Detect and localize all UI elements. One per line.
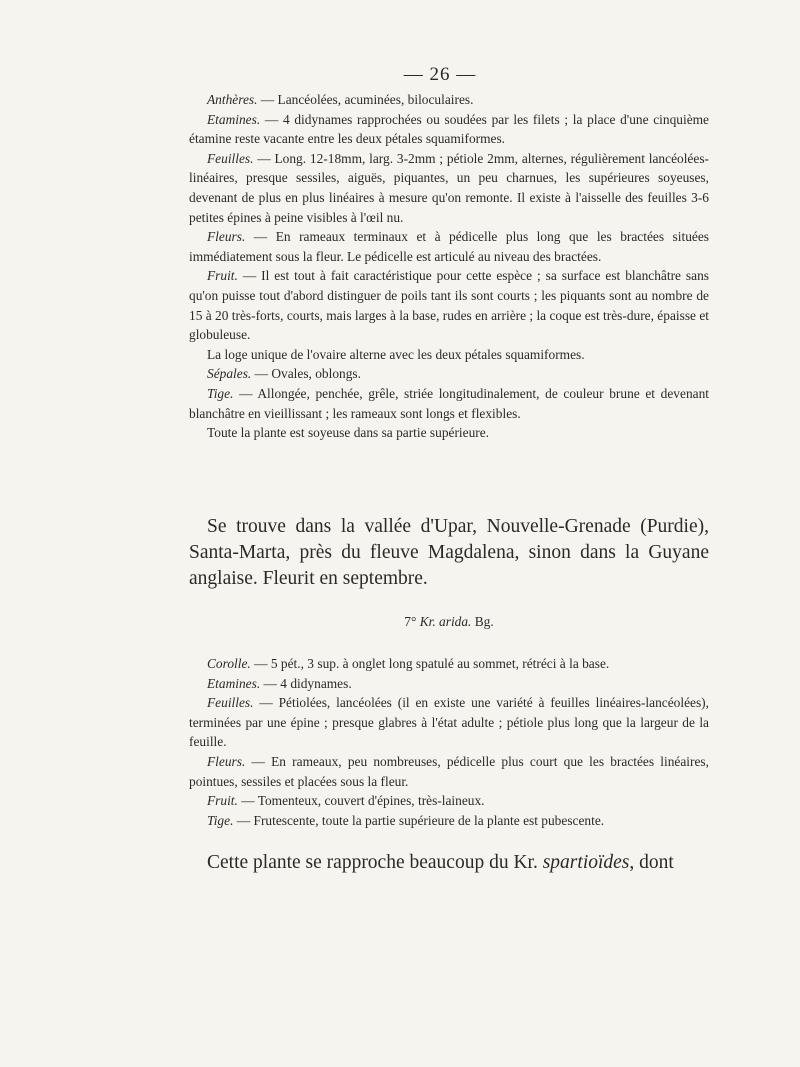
closing-block [189, 850, 709, 876]
label-fruit-2: Fruit. [207, 793, 238, 809]
closing-paragraph [189, 850, 709, 876]
paragraph-fruit-2 [189, 791, 709, 811]
habitat-paragraph: Se trouve dans la vallée d'Upar, Nouvelle-Grenade (Purdie), Santa-Marta, près du fleuve Magdalena, sinon dans la Guyane anglaise. Fleurit en septembre. [189, 516, 709, 589]
text-antheres: — Lancéolées, acuminées, biloculaires. [257, 92, 474, 107]
description-block-2 [189, 654, 709, 830]
paragraph-sepales [189, 364, 709, 384]
species-title [189, 614, 709, 630]
paragraph-loge: La loge unique de l'ovaire alterne avec les deux pétales squamiformes. [207, 346, 585, 362]
paragraph-etamines [189, 110, 709, 149]
closing-text-after: , dont [629, 852, 674, 873]
species-author: Bg. [471, 614, 494, 629]
paragraph-fleurs-2 [189, 752, 709, 791]
label-tige-2: Tige. [207, 812, 234, 828]
label-fruit: Fruit. [207, 268, 238, 284]
text-fleurs-2: — En rameaux, peu nombreuses, pédicelle plus court que les bractées linéaires, pointues, sessiles et placées sous la fleur. [189, 753, 709, 789]
text-sepales: — Ovales, oblongs. [251, 366, 361, 382]
text-etamines-2: — 4 didynames. [260, 675, 352, 691]
habitat-block [189, 514, 709, 592]
paragraph-corolle-2 [189, 654, 709, 674]
text-fruit: — Il est tout à fait caractéristique pour cette espèce ; sa surface est blanchâtre sans qu'on puisse tout d'abord distinguer de poils tant ils sont courts ; les piquants sont au nombre de 15 à 20 très-forts, courts, mais larges à la base, rudes en arrière ; la coque est très-dure, épaisse et globuleuse. [189, 268, 709, 343]
label-etamines: Etamines. [207, 111, 261, 127]
label-sepales: Sépales. [207, 366, 252, 382]
text-tige-2: — Frutescente, toute la partie supérieure de la plante est pubescente. [233, 812, 605, 828]
text-fruit-2: — Tomenteux, couvert d'épines, très-laineux. [237, 793, 485, 809]
paragraph-fruit [189, 266, 709, 344]
page-number: — 26 — [403, 64, 477, 85]
paragraph-tige-2 [189, 811, 709, 831]
label-fleurs-2: Fleurs. [207, 753, 246, 769]
paragraph-fleurs [189, 227, 709, 266]
label-etamines-2: Etamines. [207, 675, 261, 691]
species-name: Kr. arida. [419, 614, 472, 629]
text-tige: — Allongée, penchée, grêle, striée longitudinalement, de couleur brune et devenant blanchâtre en vieillissant ; les rameaux sont longs et flexibles. [189, 385, 709, 421]
species-heading [189, 614, 709, 630]
label-feuilles: Feuilles. [207, 150, 254, 166]
species-number: 7° [404, 614, 417, 629]
paragraph-tige [189, 384, 709, 423]
label-antheres: Anthères. [207, 92, 258, 107]
paragraph-feuilles-2 [189, 693, 709, 752]
text-feuilles-2: — Pétiolées, lancéolées (il en existe une variété à feuilles linéaires-lancéolées), terminées par une épine ; presque glabres à l'état adulte ; pétiole plus long que la largeur de la feuille. [189, 695, 709, 750]
text-feuilles: — Long. 12-18mm, larg. 3-2mm ; pétiole 2mm, alternes, régulièrement lancéolées-linéaires, presque sessiles, aiguës, piquantes, un peu charnues, les supérieures soyeuses, devenant de plus en plus linéaires à mesure qu'on remonte. Il existe à l'aisselle des feuilles 3-6 petites épines à peine visibles à l'œil nu. [189, 150, 709, 225]
description-block-1 [189, 90, 709, 443]
closing-species-italic: spartioïdes [542, 852, 630, 873]
paragraph-antheres [189, 90, 709, 110]
text-fleurs: — En rameaux terminaux et à pédicelle plus long que les bractées situées immédiatement sous la fleur. Le pédicelle est articulé au niveau des bractées. [189, 229, 709, 264]
label-corolle-2: Corolle. [207, 656, 251, 671]
closing-text-before: Cette plante se rapproche beaucoup du Kr. [207, 852, 543, 873]
text-etamines: — 4 didynames rapprochées ou soudées par les filets ; la place d'une cinquième étamine reste vacante entre les deux pétales squamiformes. [189, 111, 709, 147]
paragraph-feuilles [189, 149, 709, 227]
label-tige: Tige. [207, 385, 234, 401]
paragraph-toute: Toute la plante est soyeuse dans sa partie supérieure. [207, 425, 490, 441]
text-corolle-2: — 5 pét., 3 sup. à onglet long spatulé au sommet, rétréci à la base. [250, 656, 610, 671]
label-fleurs: Fleurs. [207, 229, 246, 245]
paragraph-etamines-2 [189, 674, 709, 694]
label-feuilles-2: Feuilles. [207, 695, 254, 711]
